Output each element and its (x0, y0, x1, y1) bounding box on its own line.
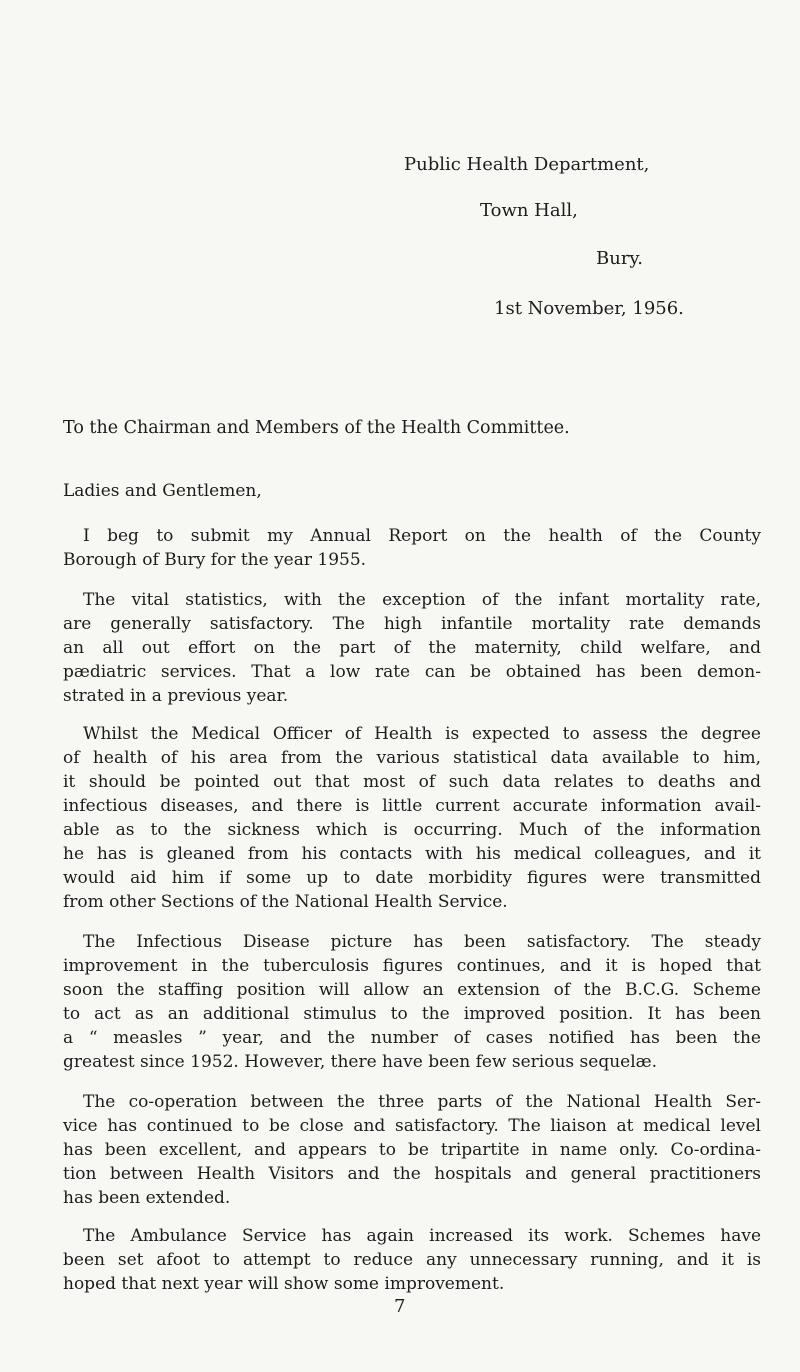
text-line: hoped that next year will show some improvement. (63, 1274, 505, 1294)
text-line: he has is gleaned from his contacts with his medical colleagues, and it (63, 844, 761, 864)
address-town: Bury. (596, 248, 643, 269)
text-line: pædiatric services. That a low rate can be obtained has been demon- (63, 662, 761, 682)
address-department: Public Health Department, (404, 154, 650, 175)
text-line: Borough of Bury for the year 1955. (63, 550, 367, 570)
text-line: to act as an additional stimulus to the improved position. It has been (63, 1004, 761, 1024)
text-line: I beg to submit my Annual Report on the health of the County (83, 526, 761, 546)
text-line: strated in a previous year. (63, 686, 289, 706)
text-line: The Ambulance Service has again increased its work. Schemes have (83, 1226, 761, 1246)
salutation: Ladies and Gentlemen, (63, 481, 262, 501)
text-line: would aid him if some up to date morbidity figures were transmitted (63, 868, 761, 888)
address-town-hall: Town Hall, (480, 200, 578, 221)
text-line: been set afoot to attempt to reduce any unnecessary running, and it is (63, 1250, 761, 1270)
text-line: The Infectious Disease picture has been satisfactory. The steady (83, 932, 761, 952)
text-line: The vital statistics, with the exception of the infant mortality rate, (83, 590, 761, 610)
text-line: able as to the sickness which is occurring. Much of the information (63, 820, 761, 840)
text-line: vice has continued to be close and satisfactory. The liaison at medical level (63, 1116, 761, 1136)
text-line: infectious diseases, and there is little current accurate information avail- (63, 796, 761, 816)
text-line: The co-operation between the three parts of the National Health Ser- (83, 1092, 761, 1112)
page-number: 7 (394, 1296, 406, 1317)
text-line: an all out effort on the part of the maternity, child welfare, and (63, 638, 761, 658)
text-line: of health of his area from the various statistical data available to him, (63, 748, 761, 768)
text-line: are generally satisfactory. The high infantile mortality rate demands (63, 614, 761, 634)
text-line: it should be pointed out that most of such data relates to deaths and (63, 772, 761, 792)
text-line: greatest since 1952. However, there have been few serious sequelæ. (63, 1052, 658, 1072)
letter-date: 1st November, 1956. (494, 298, 684, 319)
addressee: To the Chairman and Members of the Health Committee. (63, 418, 570, 438)
text-line: from other Sections of the National Health Service. (63, 892, 508, 912)
text-line: soon the staffing position will allow an extension of the B.C.G. Scheme (63, 980, 761, 1000)
text-line: Whilst the Medical Officer of Health is expected to assess the degree (83, 724, 761, 744)
text-line: a “ measles ” year, and the number of cases notified has been the (63, 1028, 761, 1048)
text-line: improvement in the tuberculosis figures continues, and it is hoped that (63, 956, 761, 976)
text-line: tion between Health Visitors and the hospitals and general practitioners (63, 1164, 761, 1184)
text-line: has been extended. (63, 1188, 231, 1208)
text-line: has been excellent, and appears to be tripartite in name only. Co-ordina- (63, 1140, 761, 1160)
